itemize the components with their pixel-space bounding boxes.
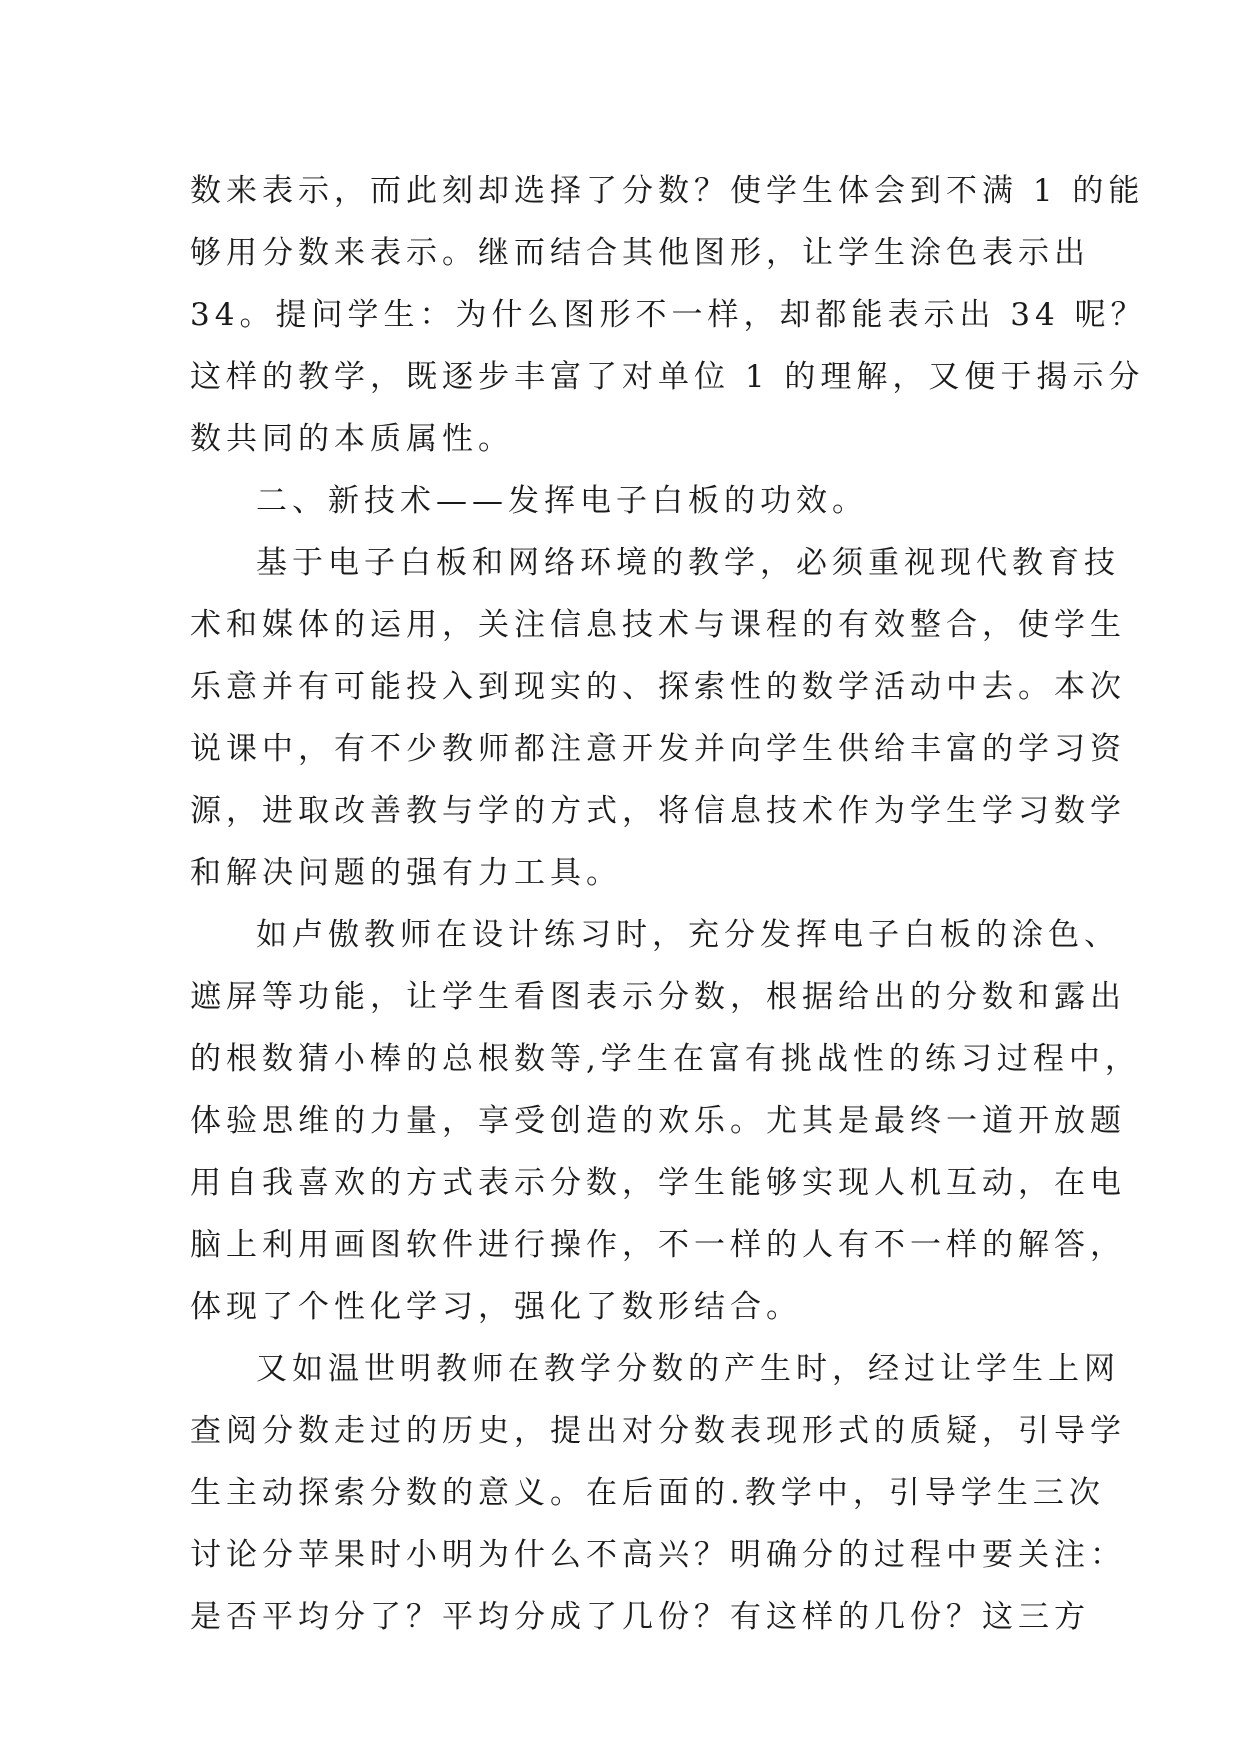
text-line: 这样的教学，既逐步丰富了对单位 1 的理解，又便于揭示分 bbox=[190, 359, 1145, 395]
text-line: 数共同的本质属性。 bbox=[190, 421, 514, 457]
text-line: 如卢傲教师在设计练习时，充分发挥电子白板的涂色、 bbox=[256, 917, 1120, 953]
text-line: 体验思维的力量，享受创造的欢乐。尤其是最终一道开放题 bbox=[190, 1103, 1126, 1139]
text-line: 生主动探索分数的意义。在后面的.教学中，引导学生三次 bbox=[190, 1475, 1105, 1511]
text-line: 数来表示，而此刻却选择了分数？使学生体会到不满 1 的能 bbox=[190, 173, 1145, 209]
text-line: 体现了个性化学习，强化了数形结合。 bbox=[190, 1289, 802, 1325]
text-line: 乐意并有可能投入到现实的、探索性的数学活动中去。本次 bbox=[190, 669, 1126, 705]
text-line: 的根数猜小棒的总根数等,学生在富有挑战性的练习过程中， bbox=[190, 1041, 1141, 1077]
text-line: 脑上利用画图软件进行操作，不一样的人有不一样的解答， bbox=[190, 1227, 1126, 1263]
text-line: 术和媒体的运用，关注信息技术与课程的有效整合，使学生 bbox=[190, 607, 1126, 643]
text-line: 和解决问题的强有力工具。 bbox=[190, 855, 622, 891]
body-text bbox=[190, 160, 1147, 1648]
text-line: 又如温世明教师在教学分数的产生时，经过让学生上网 bbox=[256, 1351, 1120, 1387]
text-line: 源，进取改善教与学的方式，将信息技术作为学生学习数学 bbox=[190, 793, 1126, 829]
text-line: 讨论分苹果时小明为什么不高兴？明确分的过程中要关注： bbox=[190, 1537, 1126, 1573]
text-line: 遮屏等功能，让学生看图表示分数，根据给出的分数和露出 bbox=[190, 979, 1126, 1015]
text-line: 查阅分数走过的历史，提出对分数表现形式的质疑，引导学 bbox=[190, 1413, 1126, 1449]
text-line: 说课中，有不少教师都注意开发并向学生供给丰富的学习资 bbox=[190, 731, 1126, 767]
text-line: 基于电子白板和网络环境的教学，必须重视现代教育技 bbox=[256, 545, 1120, 581]
text-line: 34。提问学生：为什么图形不一样，却都能表示出 34 呢？ bbox=[190, 297, 1147, 333]
section-heading: 二、新技术——发挥电子白板的功效。 bbox=[256, 483, 868, 519]
text-line: 是否平均分了？平均分成了几份？有这样的几份？这三方 bbox=[190, 1599, 1090, 1635]
text-line: 用自我喜欢的方式表示分数，学生能够实现人机互动，在电 bbox=[190, 1165, 1126, 1201]
text-line: 够用分数来表示。继而结合其他图形，让学生涂色表示出 bbox=[190, 235, 1090, 271]
